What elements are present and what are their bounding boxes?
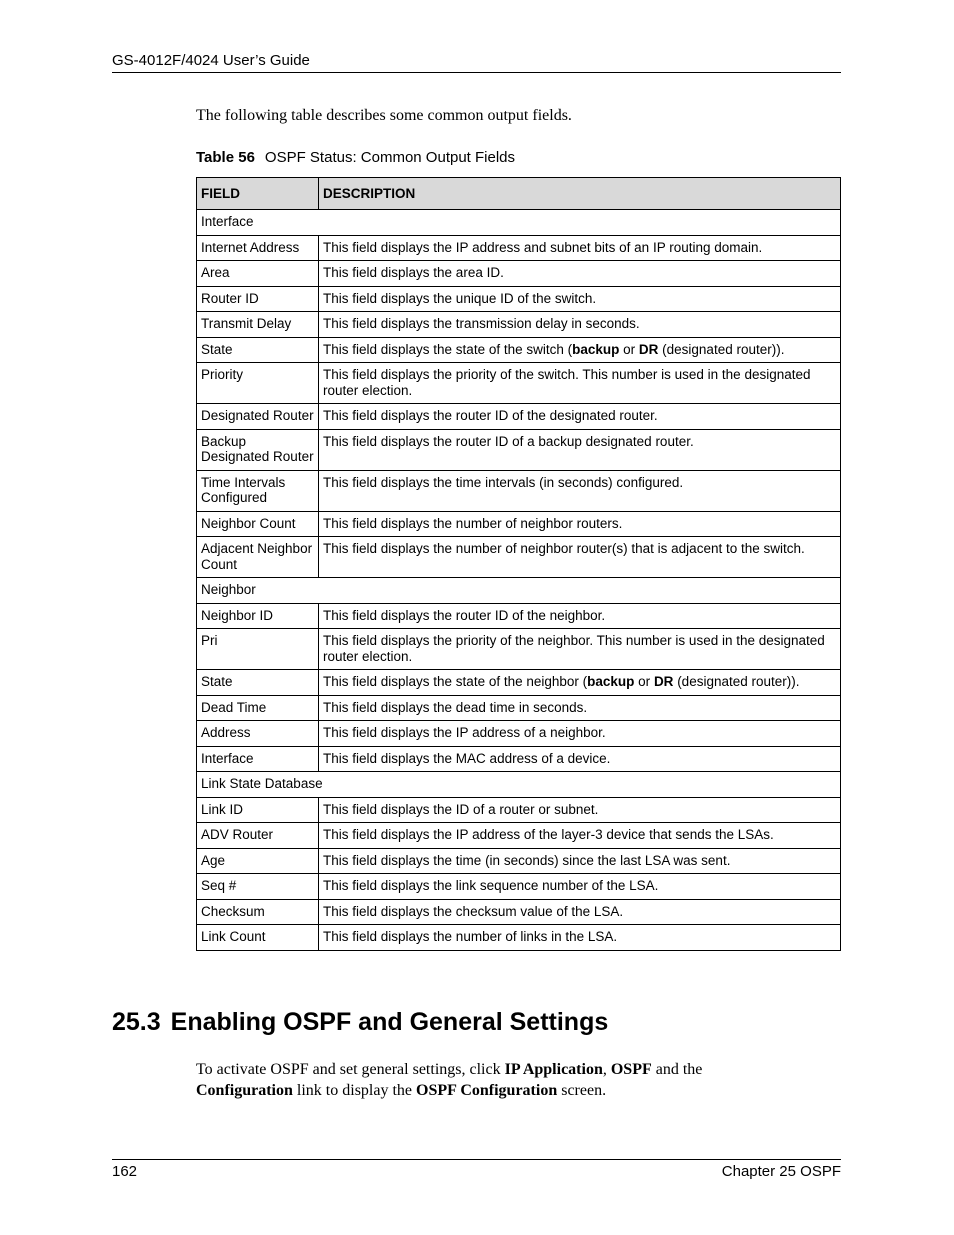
table-row (197, 899, 841, 925)
table-row (197, 312, 841, 338)
table-row (197, 235, 841, 261)
page-footer (112, 1159, 841, 1180)
table-row (197, 797, 841, 823)
field-description-cell: This field displays the router ID of a backup designated router. (319, 429, 841, 470)
table-row (197, 429, 841, 470)
field-description-cell: This field displays the IP address of a neighbor. (319, 721, 841, 747)
table-body (197, 210, 841, 951)
field-name-cell: Link Count (197, 925, 319, 951)
text-run: and the (651, 1061, 703, 1078)
table-section-row (197, 578, 841, 604)
field-description-cell: This field displays the link sequence number of the LSA. (319, 874, 841, 900)
table-section-row (197, 772, 841, 798)
table-section-row (197, 210, 841, 236)
text-run: or (634, 674, 654, 689)
table-row (197, 286, 841, 312)
table-row (197, 261, 841, 287)
field-description-cell: This field displays the MAC address of a device. (319, 746, 841, 772)
field-name-cell: Address (197, 721, 319, 747)
table-row (197, 670, 841, 696)
table-row (197, 746, 841, 772)
field-name-cell: State (197, 670, 319, 696)
bold-term: OSPF (610, 1061, 652, 1078)
bold-term: IP Application (504, 1061, 603, 1078)
field-description-cell: This field displays the priority of the switch. This number is used in the designated router election. (319, 363, 841, 404)
field-description-cell: This field displays the router ID of the designated router. (319, 404, 841, 430)
field-name-cell: Transmit Delay (197, 312, 319, 338)
bold-term: DR (638, 341, 659, 357)
section-number: 25.3 (112, 1008, 161, 1036)
field-description-cell: This field displays the number of links in the LSA. (319, 925, 841, 951)
field-name-cell: Checksum (197, 899, 319, 925)
table-row (197, 363, 841, 404)
table-header-row (197, 178, 841, 210)
table-row (197, 337, 841, 363)
bold-term: backup (572, 341, 620, 357)
field-name-cell: Dead Time (197, 695, 319, 721)
table-caption-label: Table 56 (196, 149, 255, 166)
field-description-cell: This field displays the time (in seconds) since the last LSA was sent. (319, 848, 841, 874)
field-name-cell: Adjacent Neighbor Count (197, 537, 319, 578)
section-label: Interface (197, 210, 841, 236)
field-name-cell: Neighbor Count (197, 511, 319, 537)
section-label: Neighbor (197, 578, 841, 604)
table-row (197, 721, 841, 747)
table-row (197, 404, 841, 430)
guide-title: GS-4012F/4024 User’s Guide (112, 52, 310, 69)
field-name-cell: State (197, 337, 319, 363)
field-description-cell: This field displays the IP address and subnet bits of an IP routing domain. (319, 235, 841, 261)
text-run: link to display the (292, 1082, 417, 1099)
field-name-cell: Time Intervals Configured (197, 470, 319, 511)
field-description-cell: This field displays the priority of the neighbor. This number is used in the designated router election. (319, 629, 841, 670)
column-header-description: DESCRIPTION (319, 178, 841, 210)
field-name-cell: Priority (197, 363, 319, 404)
section-heading (112, 1008, 608, 1037)
column-header-field: FIELD (197, 178, 319, 210)
field-name-cell: Pri (197, 629, 319, 670)
table-caption-title: OSPF Status: Common Output Fields (264, 149, 516, 166)
field-name-cell: Age (197, 848, 319, 874)
field-description-cell: This field displays the area ID. (319, 261, 841, 287)
field-description-cell: This field displays the checksum value of the LSA. (319, 899, 841, 925)
field-description-cell: This field displays the number of neighbor routers. (319, 511, 841, 537)
text-run: or (619, 341, 639, 357)
table-row (197, 925, 841, 951)
field-description-cell: This field displays the router ID of the neighbor. (319, 603, 841, 629)
text-run: (designated router)). (658, 341, 785, 357)
table-row (197, 874, 841, 900)
field-name-cell: Backup Designated Router (197, 429, 319, 470)
chapter-label: Chapter 25 OSPF (721, 1163, 841, 1180)
text-run: , (602, 1061, 611, 1078)
output-fields-table (196, 177, 841, 951)
table-row (197, 537, 841, 578)
table-row (197, 511, 841, 537)
field-name-cell: Designated Router (197, 404, 319, 430)
field-description-cell: This field displays the dead time in seconds. (319, 695, 841, 721)
table-row (197, 629, 841, 670)
table-caption (196, 149, 515, 166)
field-name-cell: Internet Address (197, 235, 319, 261)
table-row (197, 603, 841, 629)
field-name-cell: Link ID (197, 797, 319, 823)
field-description-cell: This field displays the ID of a router or subnet. (319, 797, 841, 823)
bold-term: OSPF Configuration (416, 1082, 558, 1099)
table-row (197, 848, 841, 874)
running-header (112, 52, 841, 73)
table-row (197, 695, 841, 721)
field-description-cell (319, 337, 841, 363)
table-row (197, 470, 841, 511)
section-title: Enabling OSPF and General Settings (170, 1008, 609, 1036)
text-run: To activate OSPF and set general settings, click (196, 1061, 505, 1078)
section-label: Link State Database (197, 772, 841, 798)
field-description-cell: This field displays the IP address of the layer-3 device that sends the LSAs. (319, 823, 841, 849)
text-run: (designated router)). (673, 674, 800, 689)
field-description-cell (319, 670, 841, 696)
intro-text: The following table describes some common output fields. (196, 107, 572, 124)
table-row (197, 823, 841, 849)
field-description-cell: This field displays the unique ID of the switch. (319, 286, 841, 312)
bold-term: DR (653, 674, 674, 689)
field-name-cell: Area (197, 261, 319, 287)
page-number: 162 (112, 1163, 138, 1180)
field-name-cell: Neighbor ID (197, 603, 319, 629)
bold-term: backup (587, 674, 635, 689)
text-run: screen. (557, 1082, 607, 1099)
field-name-cell: ADV Router (197, 823, 319, 849)
bold-term: Configuration (196, 1082, 293, 1099)
field-name-cell: Interface (197, 746, 319, 772)
body-paragraph (196, 1059, 796, 1101)
field-description-cell: This field displays the transmission delay in seconds. (319, 312, 841, 338)
text-run: This field displays the state of the switch ( (323, 341, 573, 357)
text-run: This field displays the state of the neighbor ( (323, 674, 588, 689)
field-name-cell: Seq # (197, 874, 319, 900)
field-name-cell: Router ID (197, 286, 319, 312)
field-description-cell: This field displays the time intervals (in seconds) configured. (319, 470, 841, 511)
field-description-cell: This field displays the number of neighbor router(s) that is adjacent to the switch. (319, 537, 841, 578)
